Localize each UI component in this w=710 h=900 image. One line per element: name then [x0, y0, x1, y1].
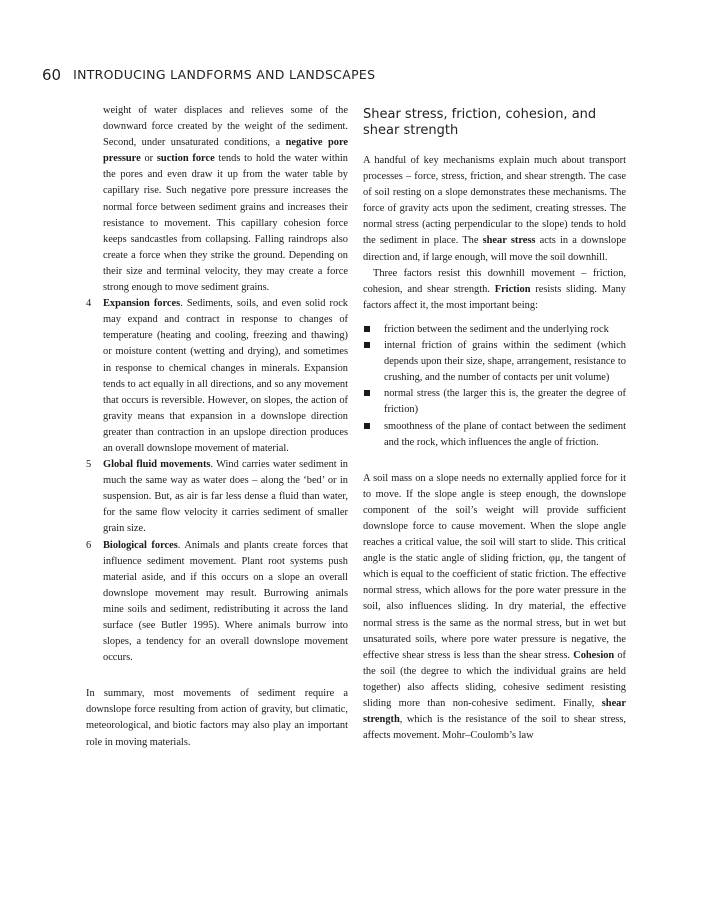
bullet-item: smoothness of the plane of contact between the sediment and the rock, which influences the angle of friction.: [363, 419, 626, 451]
bullet-item: normal stress (the larger this is, the greater the degree of friction): [363, 386, 626, 418]
bullet-item: friction between the sediment and the underlying rock: [363, 322, 626, 338]
list-number: 4: [86, 298, 92, 310]
list-number: 6: [86, 539, 92, 551]
list-number: 5: [86, 459, 92, 471]
bullet-marker: [364, 390, 370, 396]
term-suction-force: suction force: [156, 153, 215, 165]
list-item-biological-forces: 6 Biological forces. Animals and plants create forces that influence sediment movement. Plant root systems push material aside, and if this occurs on a slope an overall downslope movement may result. Burrowing animals mine soils and sediment, redistributing it across the land surface (see Butler 1995). Where animals burrow into slopes, a tendency for an overall downslope movement occurs.: [86, 539, 348, 664]
bullet-marker: [364, 423, 370, 429]
summary-paragraph: In summary, most movements of sediment require a downslope force resulting from action of gravity, but climatic, meteorological, and biotic factors may also play an important role in moving materials.: [86, 688, 348, 748]
list-item-expansion-forces: 4 Expansion forces. Sediments, soils, and even solid rock may expand and contract in response to changes of temperature (heating and cooling, freezing and thawing) or moisture content (wetting and drying), and sometimes in response to chemical changes in minerals. Expansion tends to act equally in all directions, and so any movement that occurs is reversible. However, on slopes, the action of gravity means that expansion in a downslope direction greater than contraction in an upslope direction produces an overall downslope movement of material.: [86, 298, 349, 454]
term-shear-strength: shear strength: [363, 698, 626, 726]
bullet-item: internal friction of grains within the sediment (which depends upon their size, shape, arrangement, resistance to crushing, and the number of contacts per unit volume): [363, 338, 626, 386]
paragraph-soil-mass: A soil mass on a slope needs no externally applied force for it to move. If the slope angle is steep enough, the downslope component of the soil’s weight will provide sufficient downslope force to cause movement. When the slope angle reaches a critical value, the soil will start to slide. This critical angle is the static angle of sliding friction, φμ, the tangent of which is equal to the coefficient of static friction. The effective normal stress, which allows for the pore water pressure in the soil, also influences sliding. In dry material, the effective normal stress is the same as the normal stress, but in wet but unsaturated soils, where pore water pressure is negative, the effective shear stress is less than the shear stress. Cohesion of the soil (the degree to which the individual grains are held together) also affects sliding, cohesive sediment resisting sliding more than non-cohesive sediment. Finally, shear strength, which is the resistance of the soil to shear stress, affects movement. Mohr–Coulomb’s law: [363, 472, 626, 742]
term-global-fluid-movements: Global fluid movements: [103, 459, 211, 471]
paragraph-friction: Three factors resist this downhill movement – friction, cohesion, and shear strength. Friction resists sliding. Many factors affect it, the most important being:: [363, 267, 626, 311]
continuation-paragraph: weight of water displaces and relieves some of the downward force created by the weight of the sediment. Second, under unsaturated conditions, a negative pore pressure or suction force tends to hold the water within the pores and even draw it up from the water table by capillary rise. Such negative pore pressure increases the normal force between sediment grains and increases their resistance to movement. This capillary cohesion force keeps sandcastles from collapsing. Falling raindrops also create a force when they strike the ground. Depending on their size and terminal velocity, they may create a force strong enough to move sediment grains.: [103, 105, 348, 294]
term-expansion-forces: Expansion forces: [103, 298, 181, 310]
term-cohesion: Cohesion: [573, 649, 615, 661]
running-head: INTRODUCING LANDFORMS AND LANDSCAPES: [73, 67, 376, 82]
bullet-marker: [364, 326, 370, 332]
list-item-global-fluid-movements: 5 Global fluid movements. Wind carries water sediment in much the same way as water does – along the ‘bed’ or in suspension. But, as air is far less dense a fluid than water, for the same flow velocity it carries sediment of smaller grain size.: [86, 459, 348, 535]
left-column: [86, 103, 348, 751]
page-header: [42, 66, 375, 84]
section-title: Shear stress, friction, cohesion, and shear strength: [363, 107, 597, 138]
term-negative-pore-pressure: negative pore pressure: [103, 137, 348, 165]
term-shear-stress: shear stress: [482, 235, 536, 247]
right-column: [363, 103, 626, 744]
page-number: 60: [42, 66, 62, 84]
paragraph-shear-stress: A handful of key mechanisms explain much about transport processes – force, stress, friction, and shear strength. The case of soil resting on a slope demonstrates these mechanisms. The force of gravity acts upon the sediment, creating stresses. The normal stress (acting perpendicular to the slope) tends to hold the sediment in place. The shear stress acts in a downslope direction and, if large enough, will move the soil downhill.: [363, 155, 627, 263]
term-biological-forces: Biological forces: [103, 539, 178, 551]
bullet-marker: [364, 342, 370, 348]
term-friction: Friction: [494, 283, 531, 295]
